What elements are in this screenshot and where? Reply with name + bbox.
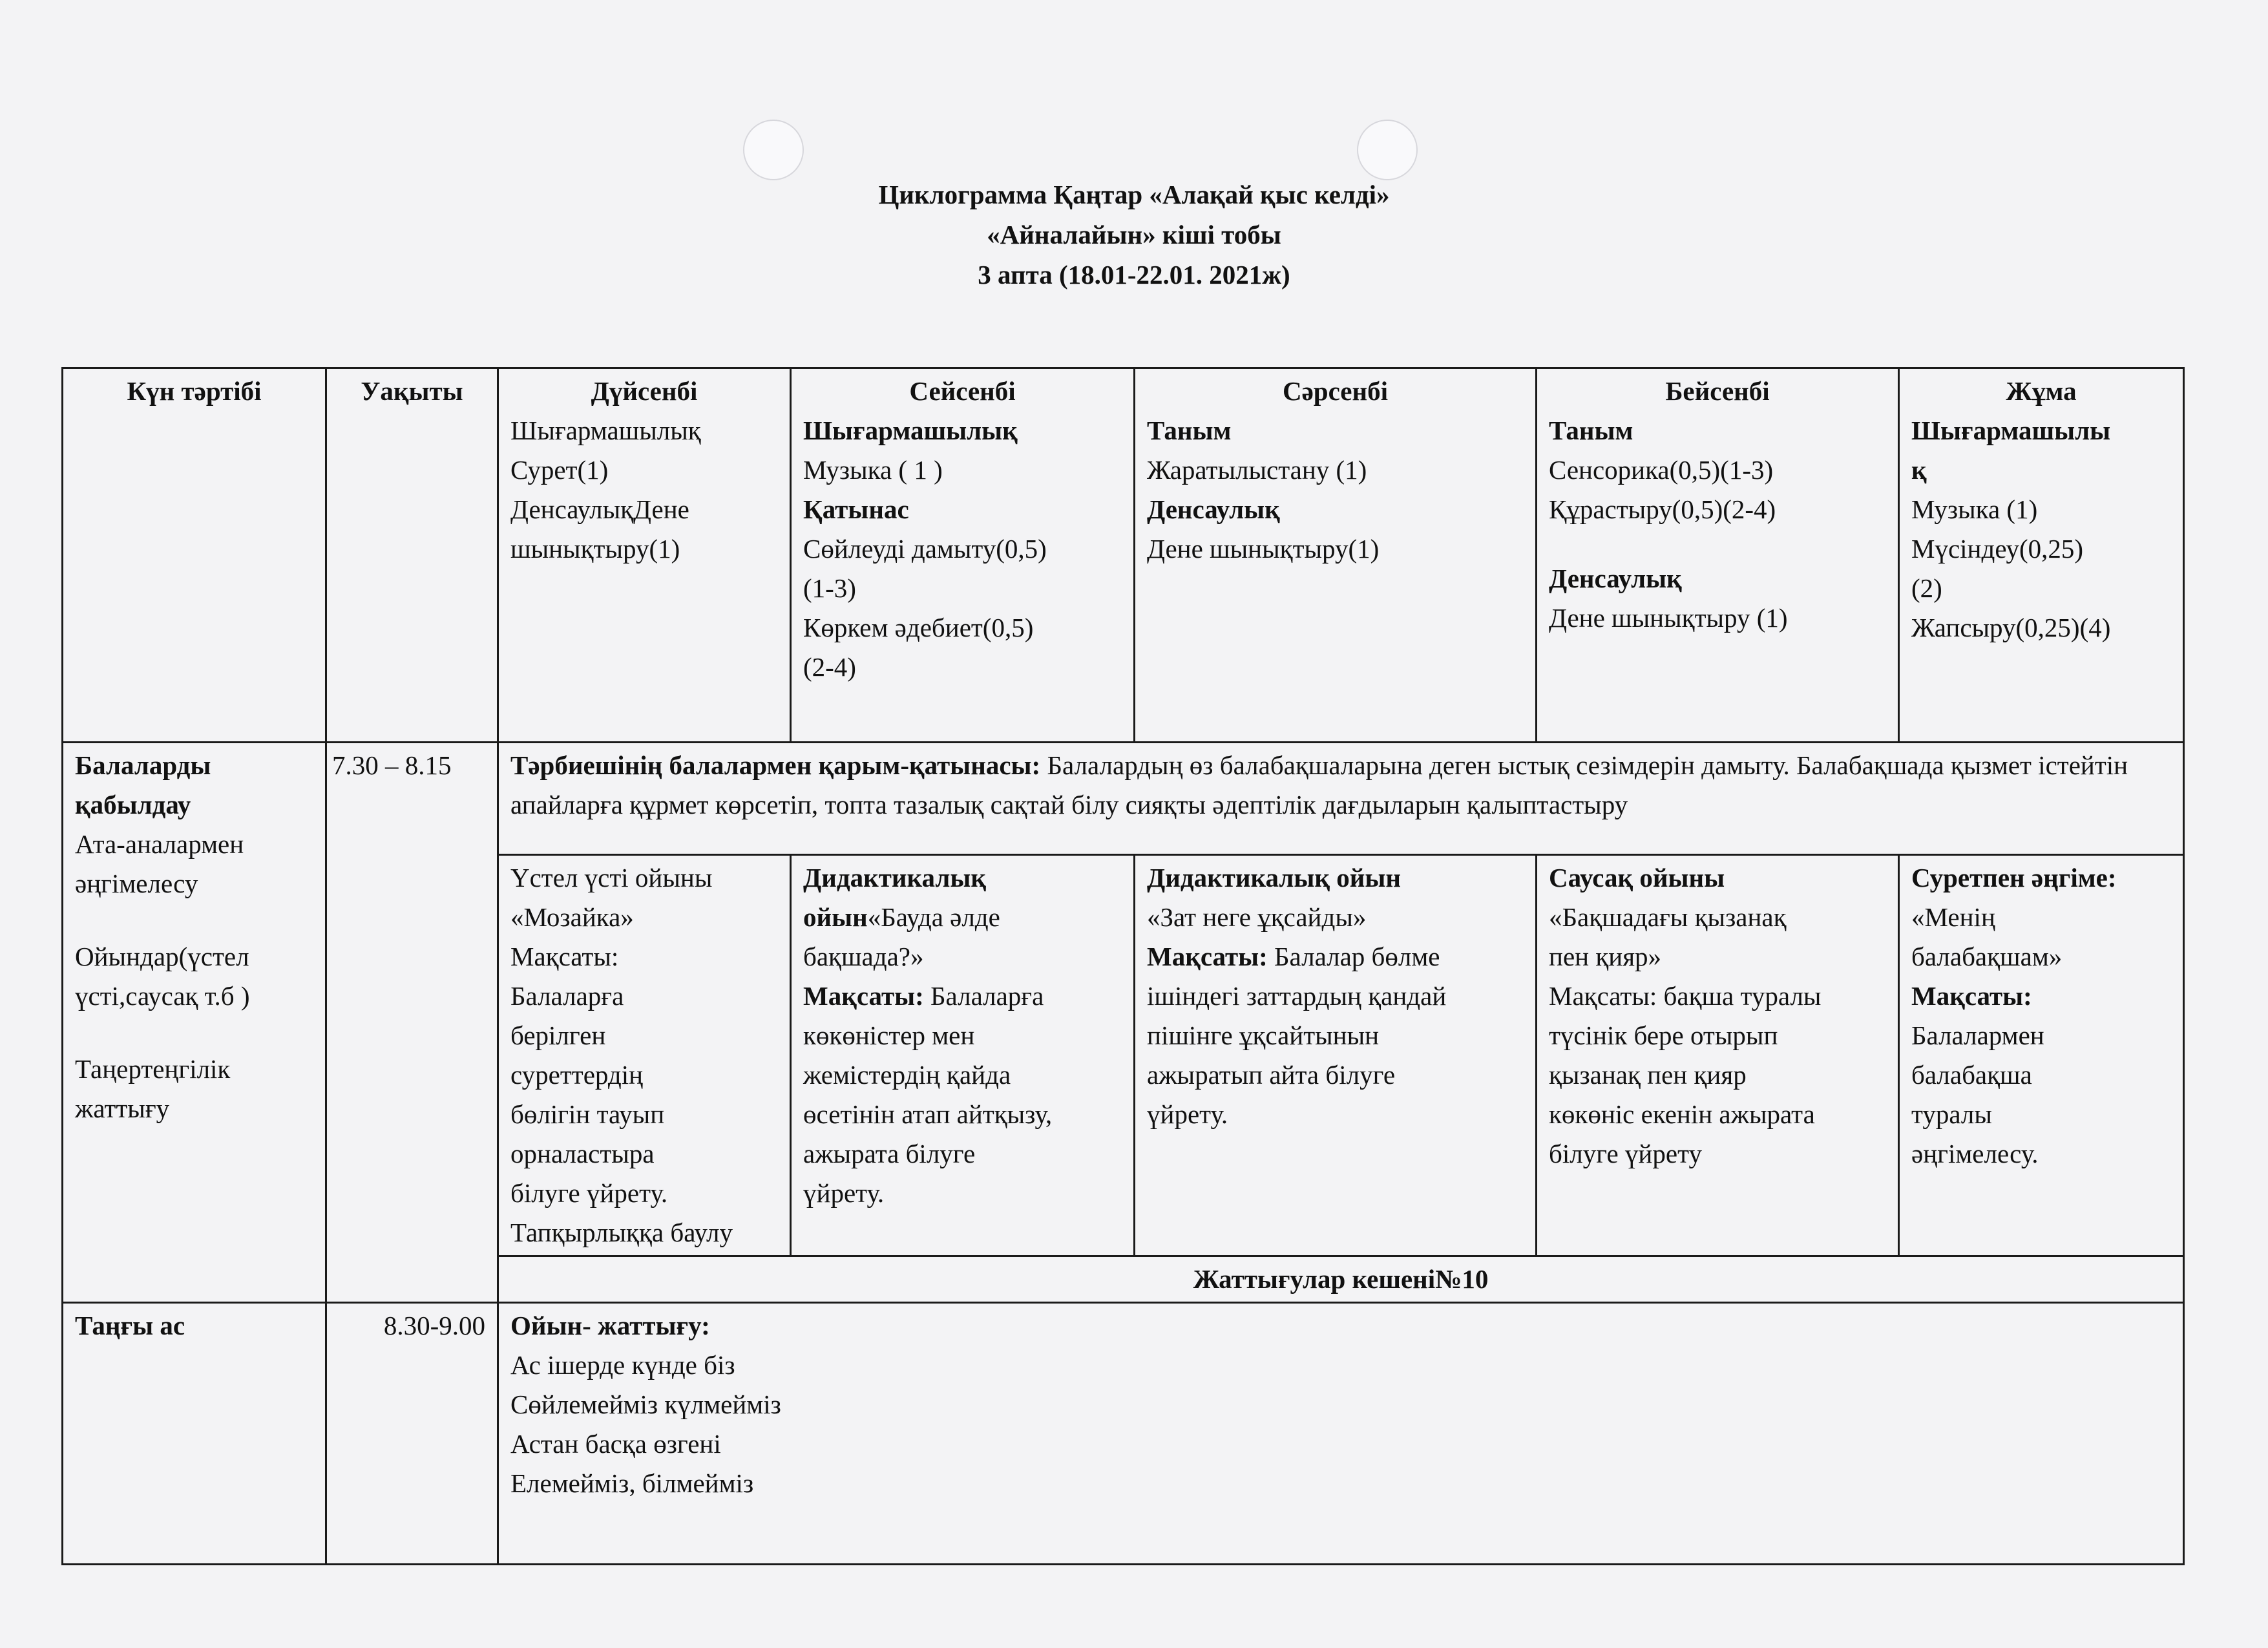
teacher-communication-cell: Тәрбиешінің балалармен қарым-қатынасы: Балалардың өз балабақшаларына деген ыстық сезімдерін дамыту. Балабақшада қызмет істейтін апайларға құрмет көрсетіп, топта тазалық сақтай білу сияқты әдептілік дағдыларын қалыптастыру: [498, 743, 2184, 855]
header-title: Циклограмма Қаңтар «Алақай қыс келді»: [878, 180, 1390, 209]
exercise-complex-cell: Жаттығулар кешені№10: [498, 1256, 2184, 1303]
breakfast-label-cell: Таңғы ас: [63, 1303, 326, 1565]
binder-hole-right: [1357, 120, 1418, 180]
col-time-header: Уақыты: [326, 368, 498, 743]
table-header-row: [63, 368, 2184, 743]
activity-mon: Үстел үсті ойыны «Мозайка» Мақсаты: Балаларға берілген суреттердің бөлігін тауып орналастыра білуге үйрету. Тапқырлыққа баулу: [498, 855, 791, 1256]
col-wed-header: Сәрсенбі Таным Жаратылыстану (1) Денсаулық Дене шынықтыру(1): [1135, 368, 1537, 743]
activity-thu: Саусақ ойыны «Бақшадағы қызанақ пен қияр» Мақсаты: бақша туралы түсінік бере отырып қызанақ пен қияр көкөніс екенін ажырата білуге үйрету: [1537, 855, 1899, 1256]
activity-wed: Дидактикалық ойын «Зат неге ұқсайды» Мақсаты: Балалар бөлме ішіндегі заттардың қандай пішінге ұқсайтынын ажыратып айта білуге үйрету.: [1135, 855, 1537, 1256]
day-name: Жұма: [2006, 376, 2077, 406]
activity-tue: Дидактикалық ойын«Бауда әлде бақшада?» Мақсаты: Балаларға көкөністер мен жемістердің қайда өсетінін атап айтқызу, ажырата білуге үйрету.: [791, 855, 1135, 1256]
day-name: Сәрсенбі: [1282, 376, 1389, 406]
col-thu-header: Бейсенбі Таным Сенсорика(0,5)(1-3) Құрастыру(0,5)(2-4) Денсаулық Дене шынықтыру (1): [1537, 368, 1899, 743]
document-header: [0, 174, 2268, 295]
day-name: Дүйсенбі: [591, 376, 698, 406]
binder-hole-left: [743, 120, 804, 180]
activity-fri: Суретпен әңгіме: «Менің балабақшам» Мақсаты: Балалармен балабақша туралы әңгімелесу.: [1899, 855, 2184, 1256]
header-group: «Айналайын» кіші тобы: [987, 220, 1281, 249]
col-tue-header: Сейсенбі Шығармашылық Музыка ( 1 ) Қатынас Сөйлеуді дамыту(0,5) (1-3) Көркем әдебиет(0,5) (2-4): [791, 368, 1135, 743]
reception-time-cell: 7.30 – 8.15: [326, 743, 498, 1303]
col-routine-header: Күн тәртібі: [63, 368, 326, 743]
schedule-table: [61, 367, 2185, 1565]
col-mon-header: Дүйсенбі Шығармашылық Сурет(1) ДенсаулықДене шынықтыру(1): [498, 368, 791, 743]
breakfast-row: [63, 1303, 2184, 1565]
breakfast-game-cell: Ойын- жаттығу: Ас ішерде күнде біз Сөйлемейміз күлмейміз Астан басқа өзгені Елемейміз, білмейміз: [498, 1303, 2184, 1565]
reception-label-cell: Балаларды қабылдау Ата-аналармен әңгімелесу Ойындар(үстел үсті,саусақ т.б ) Таңертеңгілік жаттығу: [63, 743, 326, 1303]
day-name: Бейсенбі: [1665, 376, 1770, 406]
day-name: Сейсенбі: [909, 376, 1016, 406]
reception-comm-row: [63, 743, 2184, 855]
header-week: 3 апта (18.01-22.01. 2021ж): [978, 260, 1290, 290]
col-fri-header: Жұма Шығармашылы қ Музыка (1) Мүсіндеу(0,25) (2) Жапсыру(0,25)(4): [1899, 368, 2184, 743]
breakfast-time-cell: 8.30-9.00: [326, 1303, 498, 1565]
